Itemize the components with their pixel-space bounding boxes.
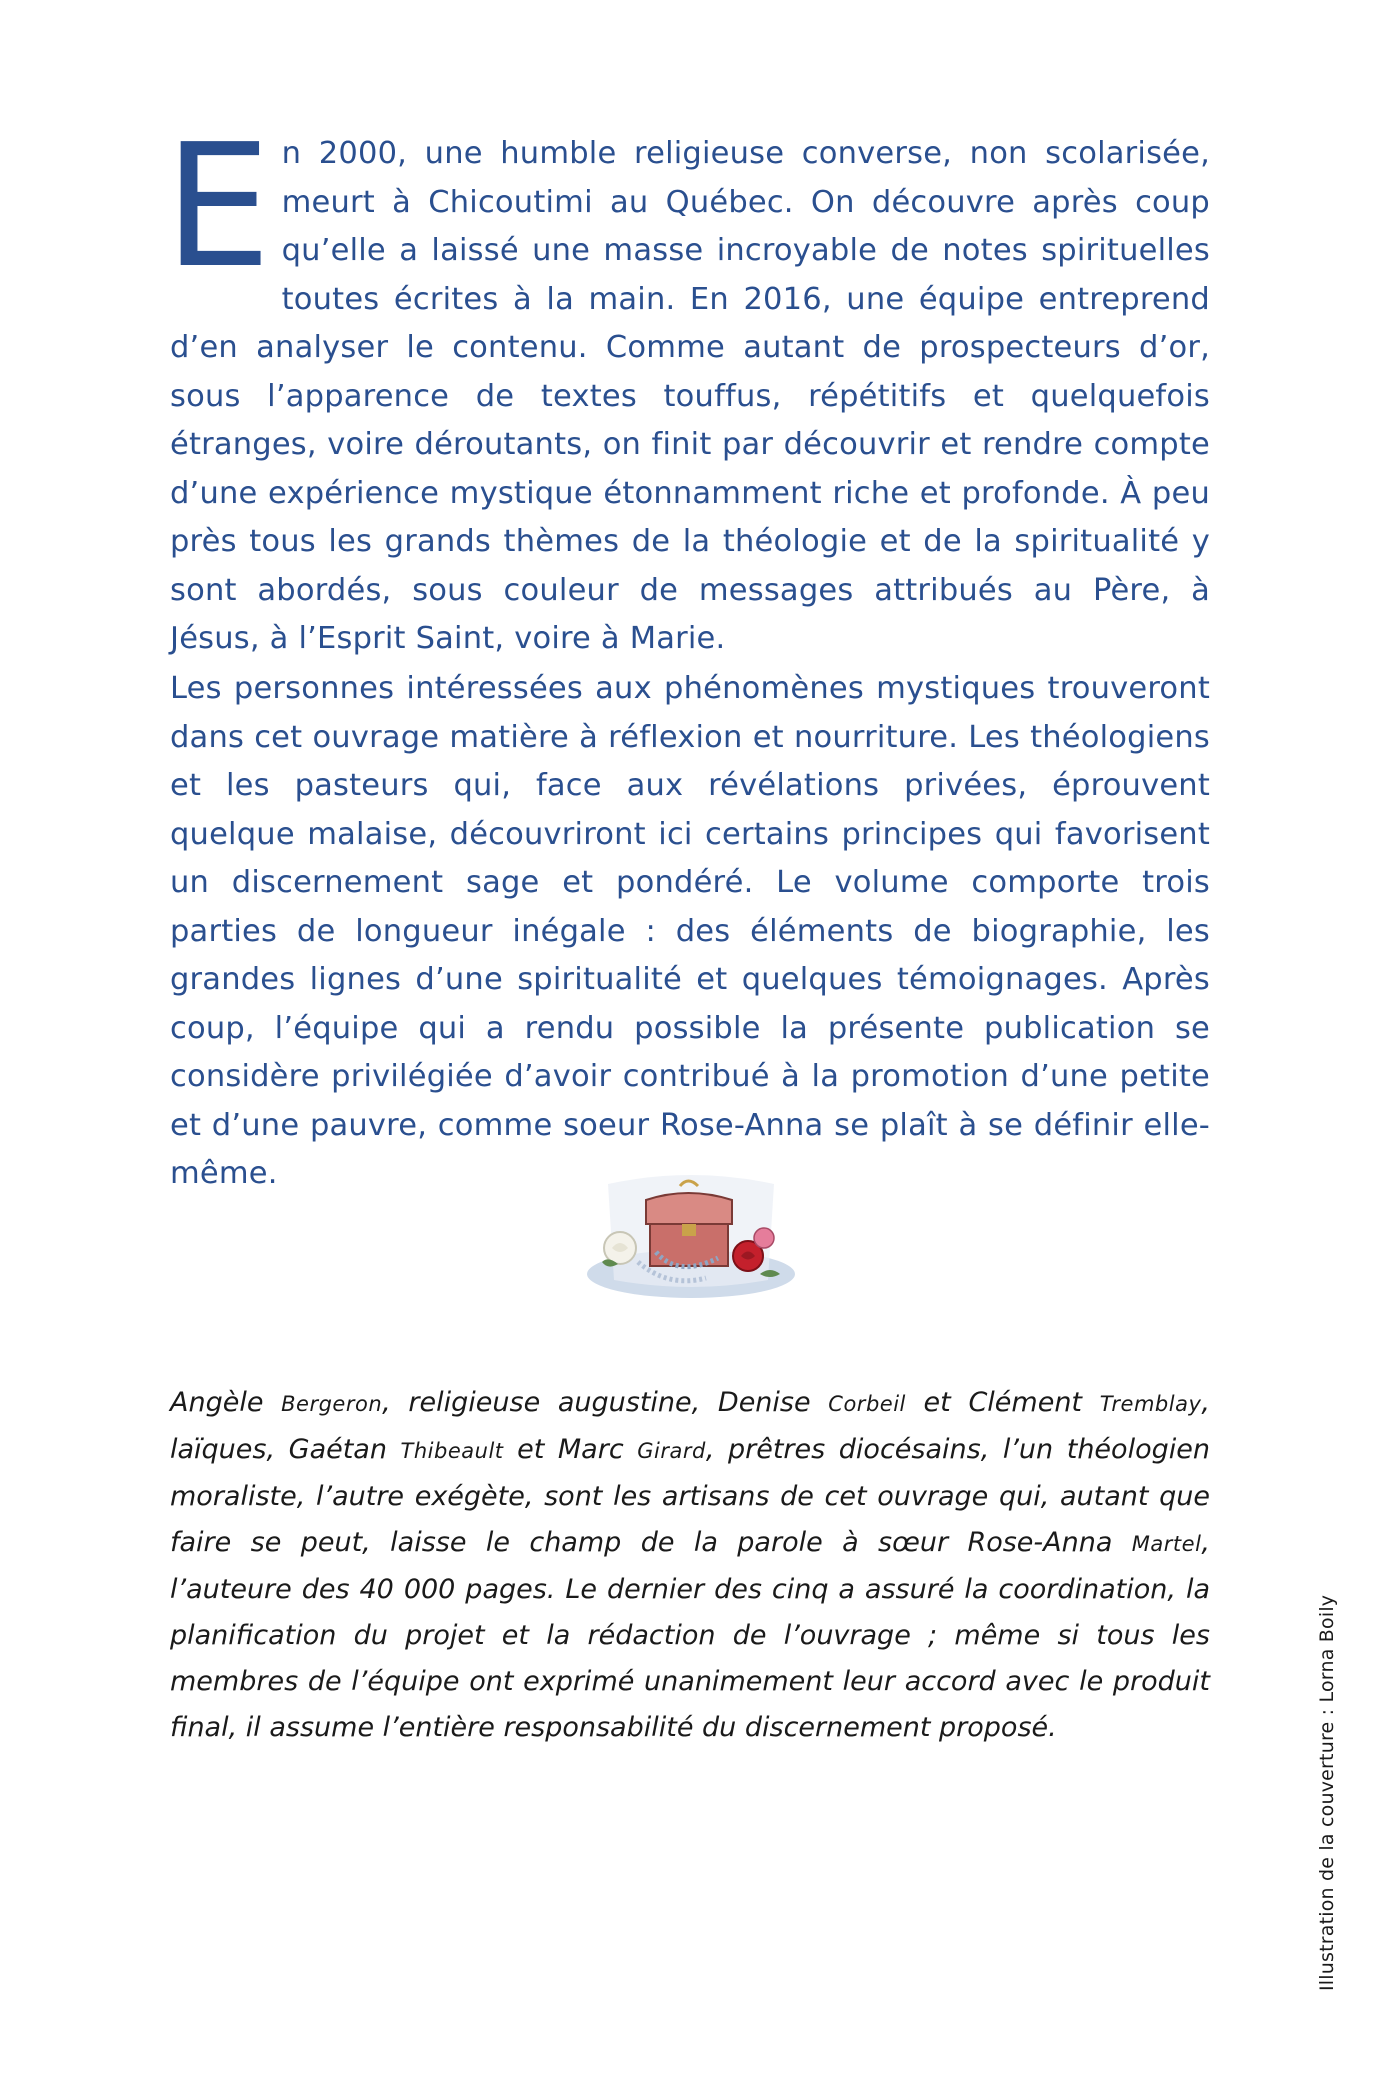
credits-text: , religieuse augustine, — [382, 1387, 718, 1418]
credits-text: et — [905, 1387, 969, 1418]
author-name-last: Martel — [1131, 1532, 1202, 1556]
intro-paragraph-1 — [164, 108, 1210, 664]
pink-rose — [754, 1228, 774, 1248]
credits-text: , l’auteure des 40 000 pages. Le dernier des cinq a assuré la coordination, la planification du projet et la rédaction de l’ouvrage ; même si tous les membres de l’équipe ont exprimé unanimement leur accord avec le produit final, il assume l’entière responsabilité du discernement proposé. — [170, 1527, 1210, 1743]
author-name-first: Clément — [968, 1387, 1083, 1418]
drop-cap-letter: E — [164, 108, 272, 306]
author-name-first: Angèle — [170, 1387, 264, 1418]
cover-illustration-credit: Illustration de la couverture : Lorna Boily — [1316, 1594, 1338, 1991]
author-name-first: Gaétan — [288, 1434, 387, 1465]
author-name-first: Denise — [717, 1387, 811, 1418]
credits-text: et — [503, 1434, 558, 1465]
credits-text: , laïques, — [170, 1387, 1210, 1465]
chest-lid — [646, 1193, 732, 1224]
author-name-last: Corbeil — [828, 1392, 906, 1416]
author-name-last: Tremblay — [1099, 1392, 1202, 1416]
author-name-first: Marc — [557, 1434, 624, 1465]
credits-text: , prêtres diocésains, l’un théologien moraliste, l’autre exégète, sont les artisans de cet ouvrage qui, autant que faire se peut, laisse le champ de la parole à sœur Rose-Anna — [170, 1434, 1210, 1558]
author-name-last: Girard — [637, 1439, 706, 1463]
intro-paragraph-2: Les personnes intéressées aux phénomènes mystiques trouveront dans cet ouvrage matière à réflexion et nourriture. Les théologiens et les pasteurs qui, face aux révélations privées, éprouvent quelque malaise, découvriront ici certains principes qui favorisent un discernement sage et pondéré. Le volume comporte trois parties de longueur inégale : des éléments de biographie, les grandes lignes d’une spiritualité et quelques témoignages. Après coup, l’équipe qui a rendu possible la présente publication se considère privilégiée d’avoir contribué à la promotion d’une petite et d’une pauvre, comme soeur Rose-Anna se plaît à se définir elle-même. — [170, 671, 1210, 1191]
author-name-last: Thibeault — [400, 1439, 504, 1463]
chest-lock — [682, 1224, 696, 1236]
jewelry-box-illustration — [578, 1162, 804, 1302]
authors-credits — [170, 1380, 1210, 1751]
intro-paragraph-1-text: n 2000, une humble religieuse converse, non scolarisée, meurt à Chicoutimi au Québec. On découvre après coup qu’elle a laissé une masse incroyable de notes spirituelles toutes écrites à la main. En 2016, une équipe entreprend d’en analyser le contenu. Comme autant de prospecteurs d’or, sous l’apparence de textes touffus, répétitifs et quelquefois étranges, voire déroutants, on finit par découvrir et rendre compte d’une expérience mystique étonnamment riche et profonde. À peu près tous les grands thèmes de la théologie et de la spiritualité y sont abordés, sous couleur de messages attribués au Père, à Jésus, à l’Esprit Saint, voire à Marie. — [170, 136, 1210, 656]
author-name-last: Bergeron — [281, 1392, 383, 1416]
